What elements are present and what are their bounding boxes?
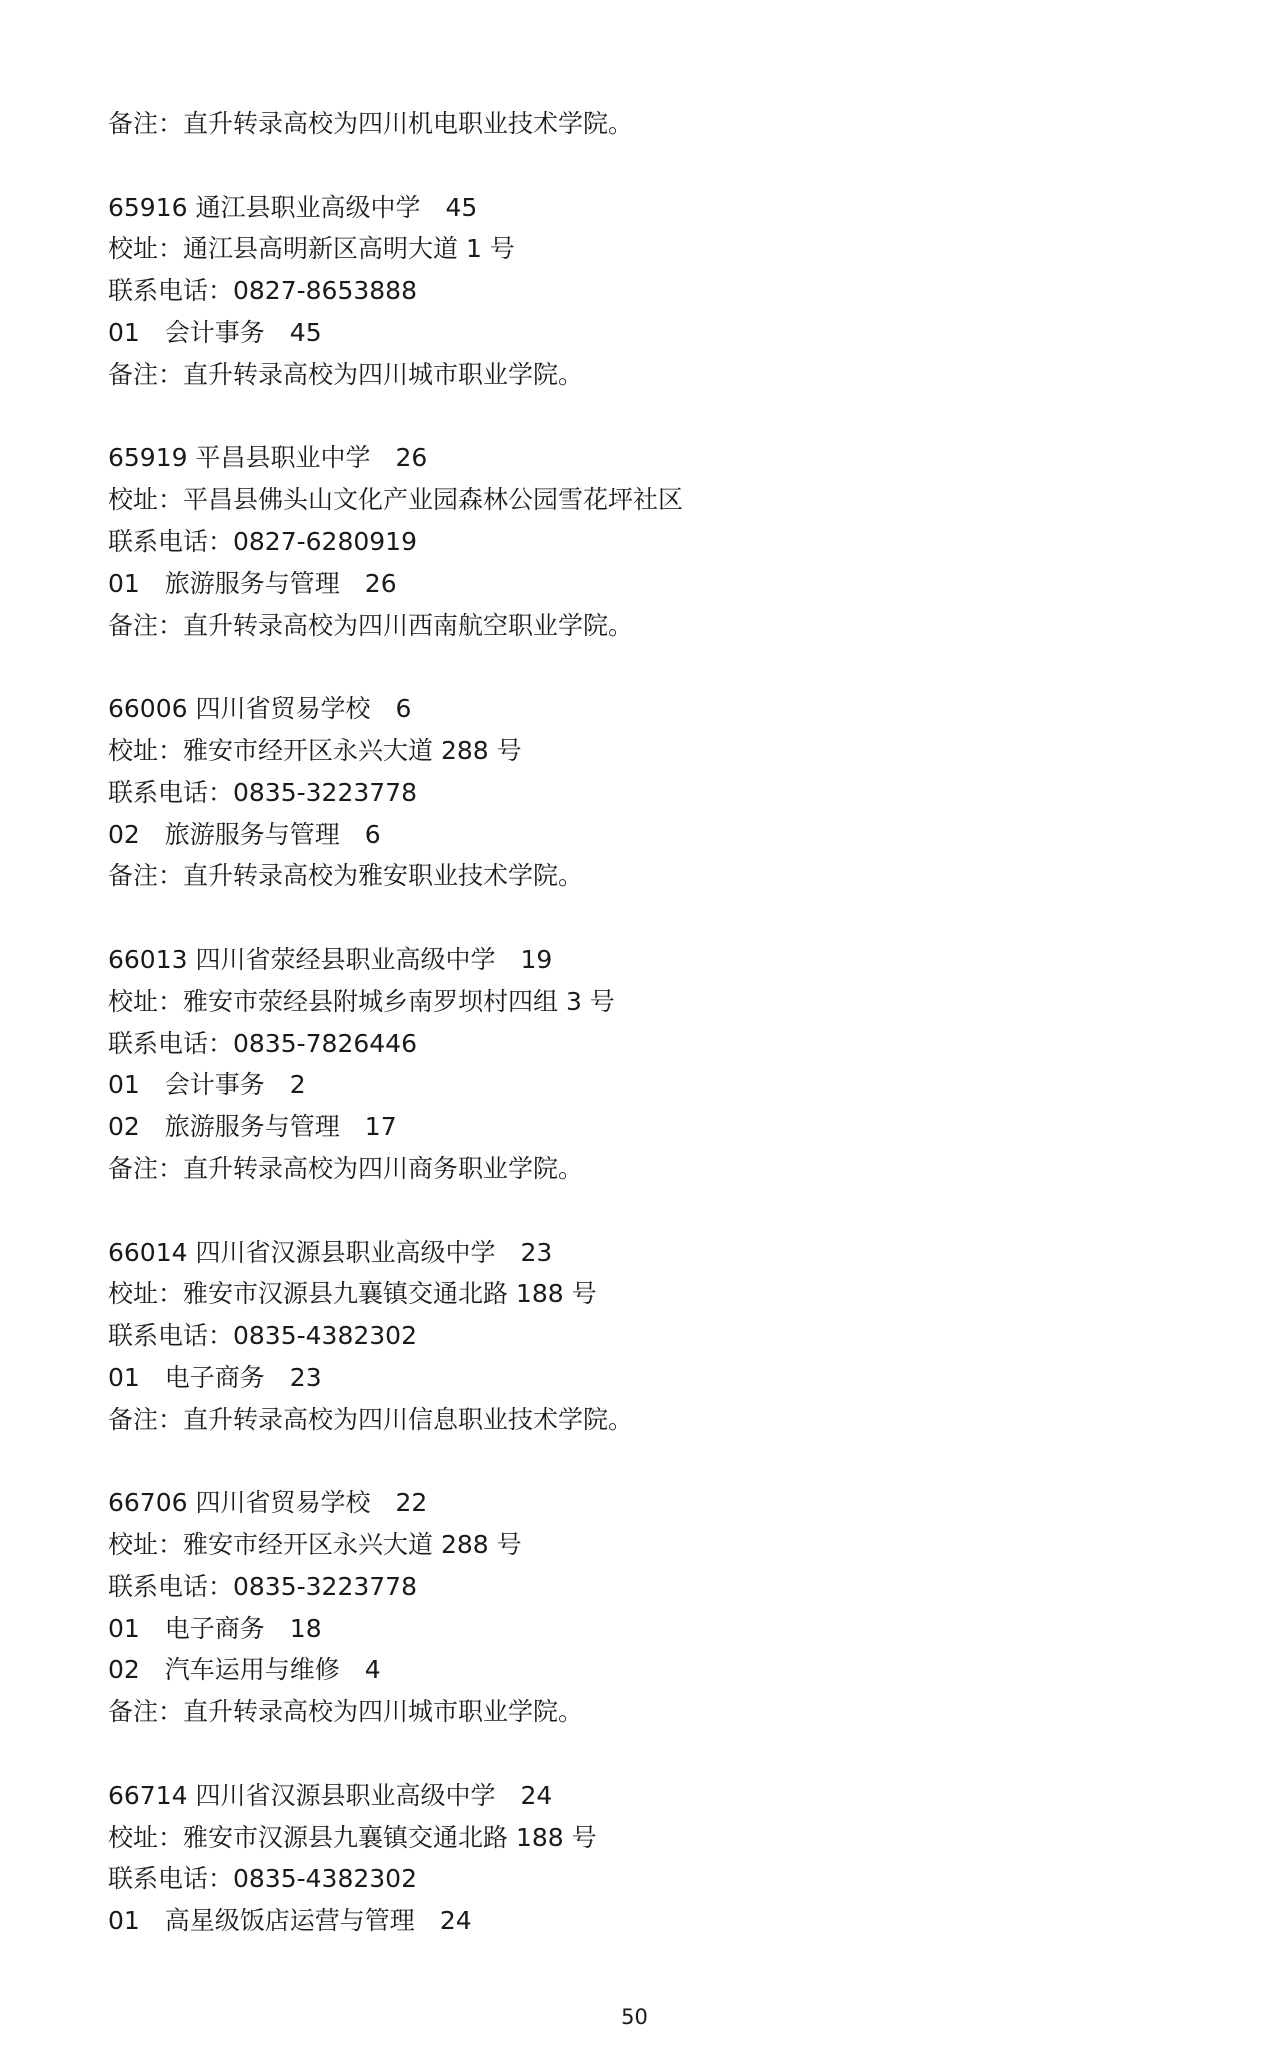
program-line: 02 旅游服务与管理 6 <box>108 819 381 849</box>
paragraph-gap <box>108 1441 1168 1483</box>
school-heading: 66013 四川省荥经县职业高级中学 19 <box>108 944 553 974</box>
school-address: 校址：雅安市汉源县九襄镇交通北路 188 号 <box>108 1279 597 1309</box>
school-note: 备注：直升转录高校为四川城市职业学院。 <box>108 1697 584 1727</box>
school-note: 备注：直升转录高校为四川信息职业技术学院。 <box>108 1404 634 1434</box>
school-address: 校址：雅安市经开区永兴大道 288 号 <box>108 735 522 765</box>
document-body <box>108 103 1168 1942</box>
school-phone: 联系电话：0835-3223778 <box>108 1571 417 1601</box>
paragraph-gap <box>108 145 1168 187</box>
school-address: 校址：雅安市荥经县附城乡南罗坝村四组 3 号 <box>108 986 615 1016</box>
school-heading: 66714 四川省汉源县职业高级中学 24 <box>108 1780 553 1810</box>
school-phone: 联系电话：0827-8653888 <box>108 276 417 306</box>
school-address: 校址：雅安市经开区永兴大道 288 号 <box>108 1530 522 1560</box>
program-line: 01 高星级饭店运营与管理 24 <box>108 1906 472 1936</box>
program-line: 01 会计事务 45 <box>108 317 322 347</box>
school-note: 备注：直升转录高校为雅安职业技术学院。 <box>108 861 584 891</box>
program-line: 01 旅游服务与管理 26 <box>108 568 397 598</box>
school-phone: 联系电话：0827-6280919 <box>108 526 417 556</box>
school-note: 备注：直升转录高校为四川商务职业学院。 <box>108 1153 584 1183</box>
program-line: 01 电子商务 23 <box>108 1362 322 1392</box>
school-heading: 65919 平昌县职业中学 26 <box>108 443 428 473</box>
program-line: 01 电子商务 18 <box>108 1613 322 1643</box>
page-number: 50 <box>621 2005 648 2029</box>
school-phone: 联系电话：0835-4382302 <box>108 1321 417 1351</box>
program-line: 02 旅游服务与管理 17 <box>108 1112 397 1142</box>
paragraph-gap <box>108 897 1168 939</box>
school-address: 校址：雅安市汉源县九襄镇交通北路 188 号 <box>108 1822 597 1852</box>
paragraph-gap <box>108 1733 1168 1775</box>
text-line: 备注：直升转录高校为四川机电职业技术学院。 <box>108 109 634 138</box>
school-note: 备注：直升转录高校为四川城市职业学院。 <box>108 359 584 389</box>
school-note: 备注：直升转录高校为四川西南航空职业学院。 <box>108 610 634 640</box>
school-phone: 联系电话：0835-7826446 <box>108 1028 417 1058</box>
paragraph-gap <box>108 1190 1168 1232</box>
school-heading: 65916 通江县职业高级中学 45 <box>108 192 478 222</box>
paragraph-gap <box>108 396 1168 438</box>
school-heading: 66706 四川省贸易学校 22 <box>108 1488 428 1518</box>
school-phone: 联系电话：0835-4382302 <box>108 1864 417 1894</box>
program-line: 02 汽车运用与维修 4 <box>108 1655 381 1685</box>
program-line: 01 会计事务 2 <box>108 1070 306 1100</box>
school-address: 校址：通江县高明新区高明大道 1 号 <box>108 234 515 264</box>
school-address: 校址：平昌县佛头山文化产业园森林公园雪花坪社区 <box>108 485 684 515</box>
paragraph-gap <box>108 646 1168 688</box>
school-phone: 联系电话：0835-3223778 <box>108 777 417 807</box>
school-heading: 66006 四川省贸易学校 6 <box>108 694 412 724</box>
school-heading: 66014 四川省汉源县职业高级中学 23 <box>108 1237 553 1267</box>
